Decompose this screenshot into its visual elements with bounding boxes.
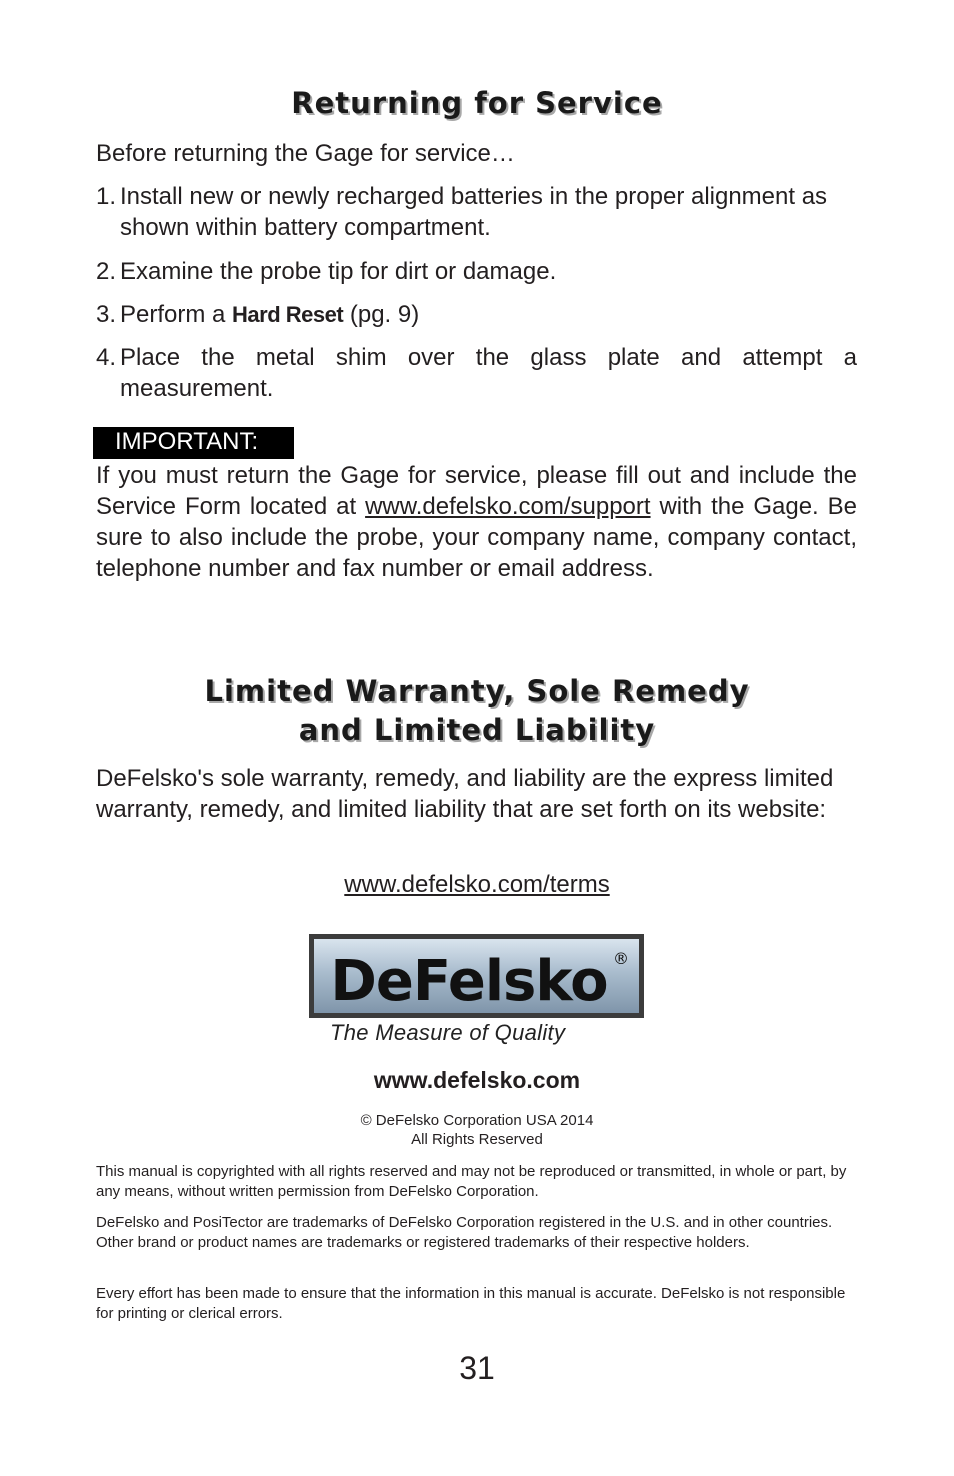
warranty-text: DeFelsko's sole warranty, remedy, and liability are the express limited warranty, remedy, and limited liability that are set forth on its website: (96, 765, 834, 823)
hard-reset-term: Hard Reset (232, 302, 344, 327)
terms-link[interactable]: www.defelsko.com/terms (344, 871, 610, 898)
logo-tagline: The Measure of Quality (330, 1020, 566, 1045)
list-number: 3. (96, 301, 117, 328)
copyright-block (96, 1111, 858, 1149)
service-instructions (96, 460, 857, 584)
list-text-pre: Perform a (120, 301, 233, 328)
list-number: 2. (96, 258, 117, 285)
logo-brand-text: DeFelsko (330, 949, 608, 1014)
list-item-1 (96, 181, 857, 243)
website-url: www.defelsko.com (373, 1067, 581, 1093)
list-text-post: (pg. 9) (343, 301, 420, 328)
terms-link-wrap (96, 869, 858, 900)
registered-mark: ® (613, 949, 629, 968)
service-text-pre: If you must return the Gage for service, please fill out and include the Service Form located at (96, 462, 857, 520)
important-label: IMPORTANT: (93, 427, 294, 459)
list-item-2 (96, 256, 857, 287)
copyright-notice: This manual is copyrighted with all rights reserved and may not be reproduced or transmitted, in whole or part, by any means, without written permission from DeFelsko Corporation. (96, 1163, 847, 1200)
intro-text: Before returning the Gage for service… (96, 140, 515, 167)
page-number: 31 (459, 1350, 495, 1386)
service-text-post: with the Gage. Be sure to also include the probe, your company name, company contact, telephone number and fax number or email address. (96, 493, 857, 582)
list-item-3 (96, 299, 857, 330)
section-title-warranty (96, 672, 858, 750)
section-title-returning: Returning for Service (291, 86, 663, 120)
list-number: 1. (96, 183, 117, 210)
warranty-title-line1: Limited Warranty, Sole Remedy (204, 674, 750, 708)
trademark-notice: DeFelsko and PosiTector are trademarks of DeFelsko Corporation registered in the U.S. and in other countries. Other brand or product names are trademarks or registered trademarks of their respective holders. (96, 1214, 833, 1251)
list-text (120, 299, 857, 330)
accuracy-notice: Every effort has been made to ensure that the information in this manual is accurate. DeFelsko is not responsible for printing or clerical errors. (96, 1285, 846, 1322)
list-number: 4. (96, 344, 117, 371)
warranty-title-line2: and Limited Liability (298, 713, 656, 747)
list-text: Install new or newly recharged batteries in the proper alignment as shown within battery compartment. (120, 183, 828, 241)
copyright-line: © DeFelsko Corporation USA 2014 (360, 1112, 594, 1129)
support-link[interactable]: www.defelsko.com/support (365, 493, 651, 520)
defelsko-logo (309, 934, 644, 1018)
rights-line: All Rights Reserved (411, 1131, 543, 1148)
list-item-4 (96, 342, 857, 404)
list-text: Place the metal shim over the glass plate and attempt a measurement. (120, 344, 857, 402)
list-text: Examine the probe tip for dirt or damage. (120, 258, 557, 285)
